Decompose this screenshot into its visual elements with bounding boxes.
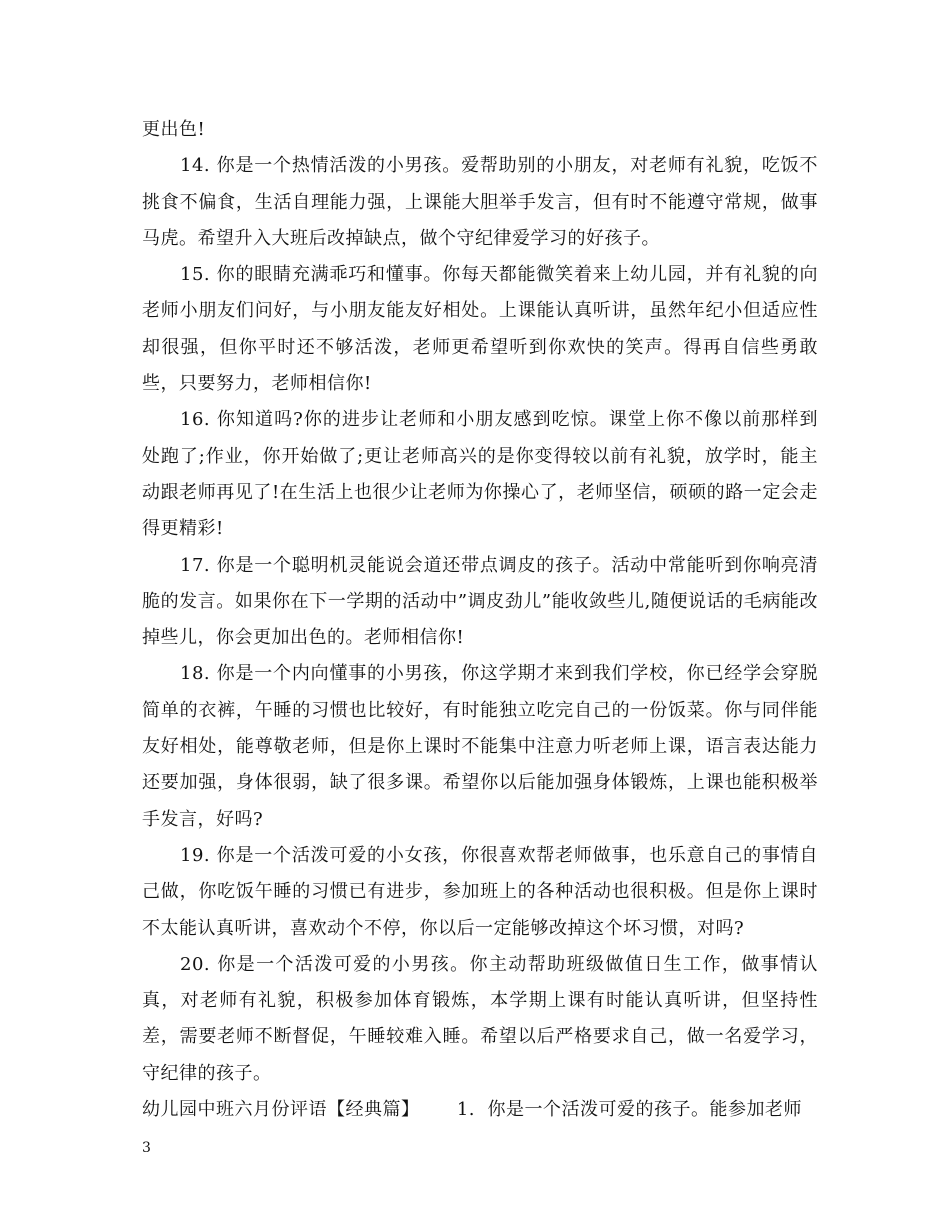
- comment-item-14: 14. 你是一个热情活泼的小男孩。爱帮助别的小朋友，对老师有礼貌，吃饭不挑食不偏食，生活自理能力强，上课能大胆举手发言，但有时不能遵守常规，做事马虎。希望升入大班后改掉缺点，做个守纪律爱学习的好孩子。: [142, 155, 818, 249]
- heading-gap: [420, 1099, 457, 1120]
- section-heading-line: [142, 1092, 818, 1128]
- comment-item-15: 15. 你的眼睛充满乖巧和懂事。你每天都能微笑着来上幼儿园，并有礼貌的向老师小朋友们问好，与小朋友能友好相处。上课能认真听讲，虽然年纪小但适应性却很强，但你平时还不够活泼，老师更希望听到你欢快的笑声。得再自信些勇敢些，只要努力，老师相信你!: [142, 264, 818, 395]
- comment-item-19: 19. 你是一个活泼可爱的小女孩，你很喜欢帮老师做事，也乐意自己的事情自己做，你吃饭午睡的习惯已有进步，参加班上的各种活动也很积极。但是你上课时不太能认真听讲，喜欢动个不停，你以后一定能够改掉这个坏习惯，对吗?: [142, 844, 818, 939]
- section-heading: 幼儿园中班六月份评语【经典篇】: [142, 1099, 420, 1121]
- comment-item-18: 18. 你是一个内向懂事的小男孩，你这学期才来到我们学校，你已经学会穿脱简单的衣裤，午睡的习惯也比较好，有时能独立吃完自己的一份饭菜。你与同伴能友好相处，能尊敬老师，但是你上课时不能集中注意力听老师上课，语言表达能力还要加强，身体很弱，缺了很多课。希望你以后能加强身体锻炼，上课也能积极举手发言，好吗?: [142, 663, 818, 830]
- comment-item-17: 17. 你是一个聪明机灵能说会道还带点调皮的孩子。活动中常能听到你响亮清脆的发言。如果你在下一学期的活动中”调皮劲儿”能收敛些儿,随便说话的毛病能改掉些儿，你会更加出色的。老师相信你!: [142, 554, 818, 649]
- next-comment-item-1: 1. 你是一个活泼可爱的孩子。能参加老师: [456, 1099, 802, 1121]
- comment-item-16: 16. 你知道吗?你的进步让老师和小朋友感到吃惊。课堂上你不像以前那样到处跑了;作业，你开始做了;更让老师高兴的是你变得较以前有礼貌，放学时，能主动跟老师再见了!在生活上也很少让老师为你操心了，老师坚信，硕硕的路一定会走得更精彩!: [142, 409, 818, 540]
- page-number: 3: [142, 1140, 151, 1156]
- comment-item-20: 20. 你是一个活泼可爱的小男孩。你主动帮助班级做值日生工作，做事情认真，对老师有礼貌，积极参加体育锻炼，本学期上课有时能认真听讲，但坚持性差，需要老师不断督促，午睡较难入睡。希望以后严格要求自己，做一名爱学习，守纪律的孩子。: [142, 953, 818, 1084]
- document-body: [142, 112, 818, 1128]
- continuation-text: 更出色!: [142, 119, 206, 140]
